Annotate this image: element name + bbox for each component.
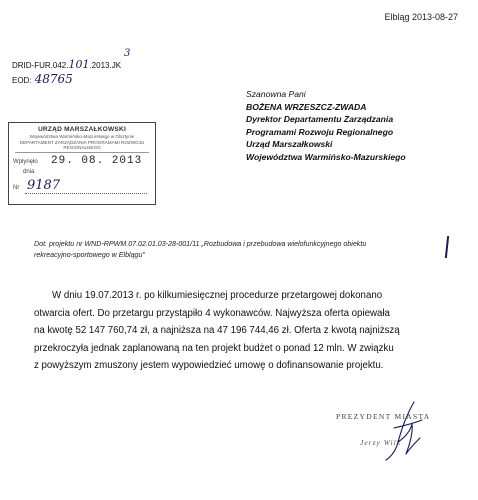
stamp-department: DEPARTAMENT ZARZĄDZANIA PROGRAMAMI ROZWOJU REGIONALNEGO xyxy=(15,140,149,153)
addressee-block xyxy=(246,88,406,163)
reference-handwritten: 101 xyxy=(68,58,90,71)
addressee-line-2: Programami Rozwoju Regionalnego xyxy=(246,126,394,137)
handwritten-signature xyxy=(376,398,436,468)
eod-label: EOD: xyxy=(12,76,32,85)
addressee-line-1: Dyrektor Departamentu Zarządzania xyxy=(246,114,394,124)
signatory-title: PREZYDENT MIASTA xyxy=(336,412,431,421)
body-line-5: z powyższym zmuszony jestem wypowiedzieć umowę o dofinansowanie projektu. xyxy=(34,360,384,372)
reference-number xyxy=(12,48,131,71)
subject-line xyxy=(34,239,434,261)
pen-mark xyxy=(445,236,449,258)
stamp-nr-value: 9187 xyxy=(27,178,61,193)
letter-body xyxy=(34,287,450,375)
stamp-subtitle: Województwa Warmińsko-Mazurskiego w Olsztynie xyxy=(29,134,135,139)
body-line-3: na kwotę 52 147 760,74 zł, a najniższa na 47 196 744,46 zł. Oferta z kwotą najniższą xyxy=(34,325,400,337)
body-line-1: W dniu 19.07.2013 r. po kilkumiesięcznej procedurze przetargowej dokonano xyxy=(52,290,383,301)
signatory-name: Jerzy Wilk xyxy=(360,438,402,447)
letter-date: Elbląg 2013-08-27 xyxy=(384,12,458,22)
reference-suffix: .2013.JK xyxy=(89,61,122,70)
eod-handwritten: 48765 xyxy=(34,72,73,86)
subject-line-2: rekreacyjno-sportowego w Elblągu" xyxy=(34,251,145,259)
stamp-received-date: 29. 08. 2013 xyxy=(51,155,143,167)
addressee-name: BOŻENA WRZESZCZ-ZWADA xyxy=(246,101,367,112)
stamp-nr-line xyxy=(25,193,147,194)
stamp-day-label: dnia xyxy=(23,169,35,175)
body-line-2: otwarcia ofert. Do przetargu przystąpiło 4 wykonawców. Najwyższa oferta opiewała xyxy=(34,307,390,319)
subject-line-1: Dot. projektu nr WND-RPWM.07.02.01.03-28-001/11 „Rozbudowa i przebudowa wielofunkcyjnego obiektu xyxy=(34,240,367,248)
received-stamp xyxy=(8,122,156,205)
stamp-received-label: Wpłynęło xyxy=(13,159,38,165)
stamp-nr-label: Nr xyxy=(13,185,20,191)
addressee-line-4: Województwa Warmińsko-Mazurskiego xyxy=(246,151,406,162)
reference-handwritten-superscript: 3 xyxy=(124,48,131,59)
body-line-4: przekroczyła jednak zaplanowaną na ten projekt budżet o ponad 12 mln. W związku xyxy=(34,342,394,354)
reference-prefix: DRID-FUR.042. xyxy=(12,61,69,70)
addressee-line-3: Urząd Marszałkowski xyxy=(246,139,333,149)
eod-number xyxy=(12,72,73,86)
stamp-title: URZĄD MARSZAŁKOWSKI xyxy=(37,126,127,133)
addressee-salutation: Szanowna Pani xyxy=(246,89,306,99)
